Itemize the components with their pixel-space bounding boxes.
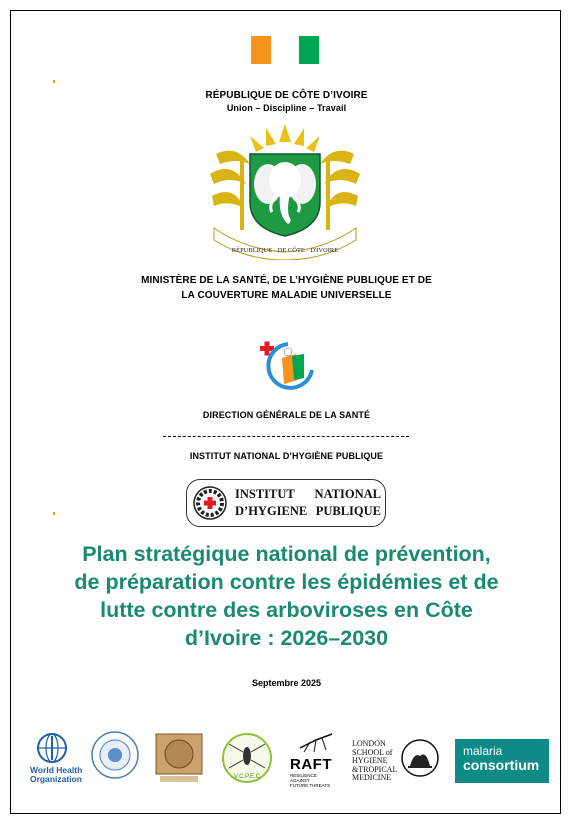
lshtm-crest-icon [400,738,440,778]
inhp-emblem-icon [193,486,227,520]
republic-name: RÉPUBLIQUE DE CÔTE D’IVOIRE [205,90,368,101]
national-motto: Union – Discipline – Travail [226,103,347,113]
vcpec-logo-icon [221,732,273,784]
ivory-coast-flag [251,36,319,64]
separator-line [163,436,409,437]
document-title: Plan stratégique national de prévention, de préparation contre les épidémies et de lutte contre des arboviroses en Côte d’Ivoire : 2026–2030 [74,542,499,650]
raft-logo: RAFT RESILIENCE AGAINST FUTURE THREATS [290,756,332,788]
stray-mark [53,512,55,515]
who-logo-icon [36,732,68,764]
ministry-health-logo-icon [258,340,318,390]
institute-name: INSTITUT NATIONAL D’HYGIÈNE PUBLIQUE [189,451,384,461]
national-program-seal-icon [90,730,140,780]
lshtm-logo-text: LONDON SCHOOL of HYGIENE &TROPICAL MEDICINE [352,739,398,782]
raft-mosquito-icon [296,730,336,754]
svg-text:RÉPUBLIQUE · DE CÔTE · D'IVOIR: RÉPUBLIQUE · DE CÔTE · D'IVOIRE [231,247,339,254]
coat-of-arms-icon [206,124,364,260]
ministry-line2: LA COUVERTURE MALADIE UNIVERSELLE [181,290,392,301]
direction-name: DIRECTION GÉNÉRALE DE LA SANTÉ [202,410,371,420]
publication-date: Septembre 2025 [251,678,322,688]
inhp-logo-text: INSTITUT NATIONAL D’HYGIENE PUBLIQUE [235,487,381,518]
ministry-line1: MINISTÈRE DE LA SANTÉ, DE L’HYGIÈNE PUBLIQUE ET DE [141,275,432,286]
who-label: World Health Organization [30,765,83,784]
svg-text:V.C.P.E.C: V.C.P.E.C [233,774,261,780]
malaria-consortium-logo: malaria consortium [455,739,549,783]
institute-seal-icon [154,732,204,786]
inhp-logo [186,479,386,527]
stray-mark [53,80,55,83]
